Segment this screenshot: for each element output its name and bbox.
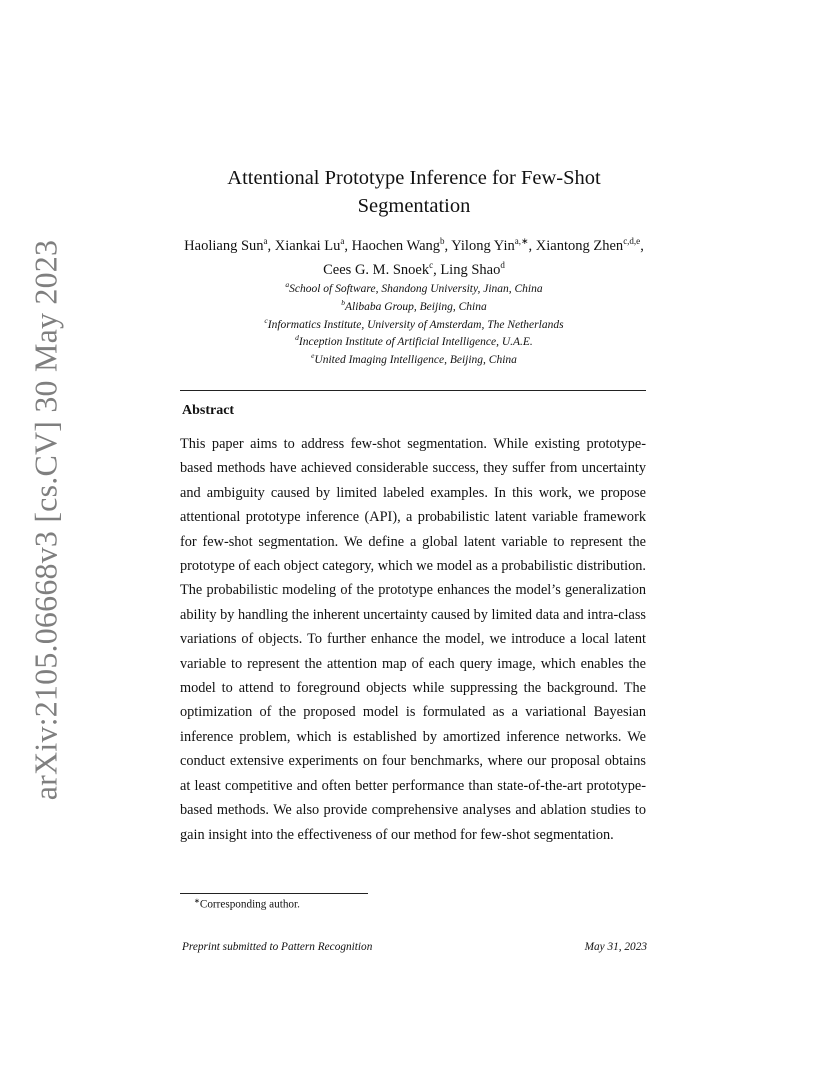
affiliations bbox=[180, 278, 648, 367]
affiliation: $^c$Informatics Institute, University of Amsterdam, The Netherlands bbox=[264, 315, 564, 331]
affiliation: $^b$Alibaba Group, Beijing, China bbox=[341, 297, 487, 313]
top-rule bbox=[180, 390, 646, 391]
footnote-rule bbox=[180, 893, 368, 894]
author: Cees G. M. Snoek$^c$, bbox=[323, 259, 441, 278]
footer-date: May 31, 2023 bbox=[584, 941, 647, 953]
author: Ling Shao$^d$ bbox=[440, 259, 505, 278]
affiliation: $^d$Inception Institute of Artificial Intelligence, U.A.E. bbox=[295, 333, 533, 349]
affiliation: $^a$School of Software, Shandong University, Jinan, China bbox=[285, 280, 543, 295]
paper-title bbox=[180, 164, 648, 220]
author: Haoliang Sun$^a$, bbox=[184, 236, 275, 254]
author-list bbox=[176, 232, 652, 280]
footnote: ∗Corresponding author. bbox=[194, 897, 300, 911]
arxiv-stamp: arXiv:2105.06668v3 [cs.CV] 30 May 2023 bbox=[27, 239, 64, 801]
author: Yilong Yin$^{a,∗}$, bbox=[451, 236, 536, 254]
author: Xiantong Zhen$^{c,d,e}$, bbox=[535, 236, 644, 254]
title-line-2: Segmentation bbox=[357, 195, 471, 217]
abstract-heading: Abstract bbox=[182, 403, 235, 418]
author: Xiankai Lu$^a$, bbox=[274, 236, 352, 254]
footer-venue: Preprint submitted to Pattern Recognition bbox=[182, 941, 373, 953]
title-line-1: Attentional Prototype Inference for Few-Shot bbox=[227, 167, 601, 189]
author: Haochen Wang$^b$, bbox=[351, 236, 452, 254]
abstract-text: This paper aims to address few-shot segmentation. While existing prototype-based methods have achieved considerable success, they suffer from uncertainty and ambiguity caused by limited labeled examples. In this work, we propose attentional prototype inference (API), a probabilistic latent variable framework for few-shot segmentation. We define a global latent variable to represent the prototype of each object category, which we model as a probabilistic distribution. The probabilistic modeling of the prototype enhances the model’s generalization ability by handling the inherent uncertainty caused by limited data and intra-class variations of objects. To further enhance the model, we introduce a local latent variable to represent the attention map of each query image, which enables the model to attend to foreground objects while suppressing the background. The optimization of the proposed model is formulated as a variational Bayesian inference problem, which is established by amortized inference networks. We conduct extensive experiments on four benchmarks, where our proposal obtains at least competitive and often better performance than state-of-the-art prototype-based methods. We also provide comprehensive analyses and ablation studies to gain insight into the effectiveness of our method for few-shot segmentation. bbox=[180, 436, 646, 843]
affiliation: $^e$United Imaging Intelligence, Beijing, China bbox=[311, 351, 517, 367]
